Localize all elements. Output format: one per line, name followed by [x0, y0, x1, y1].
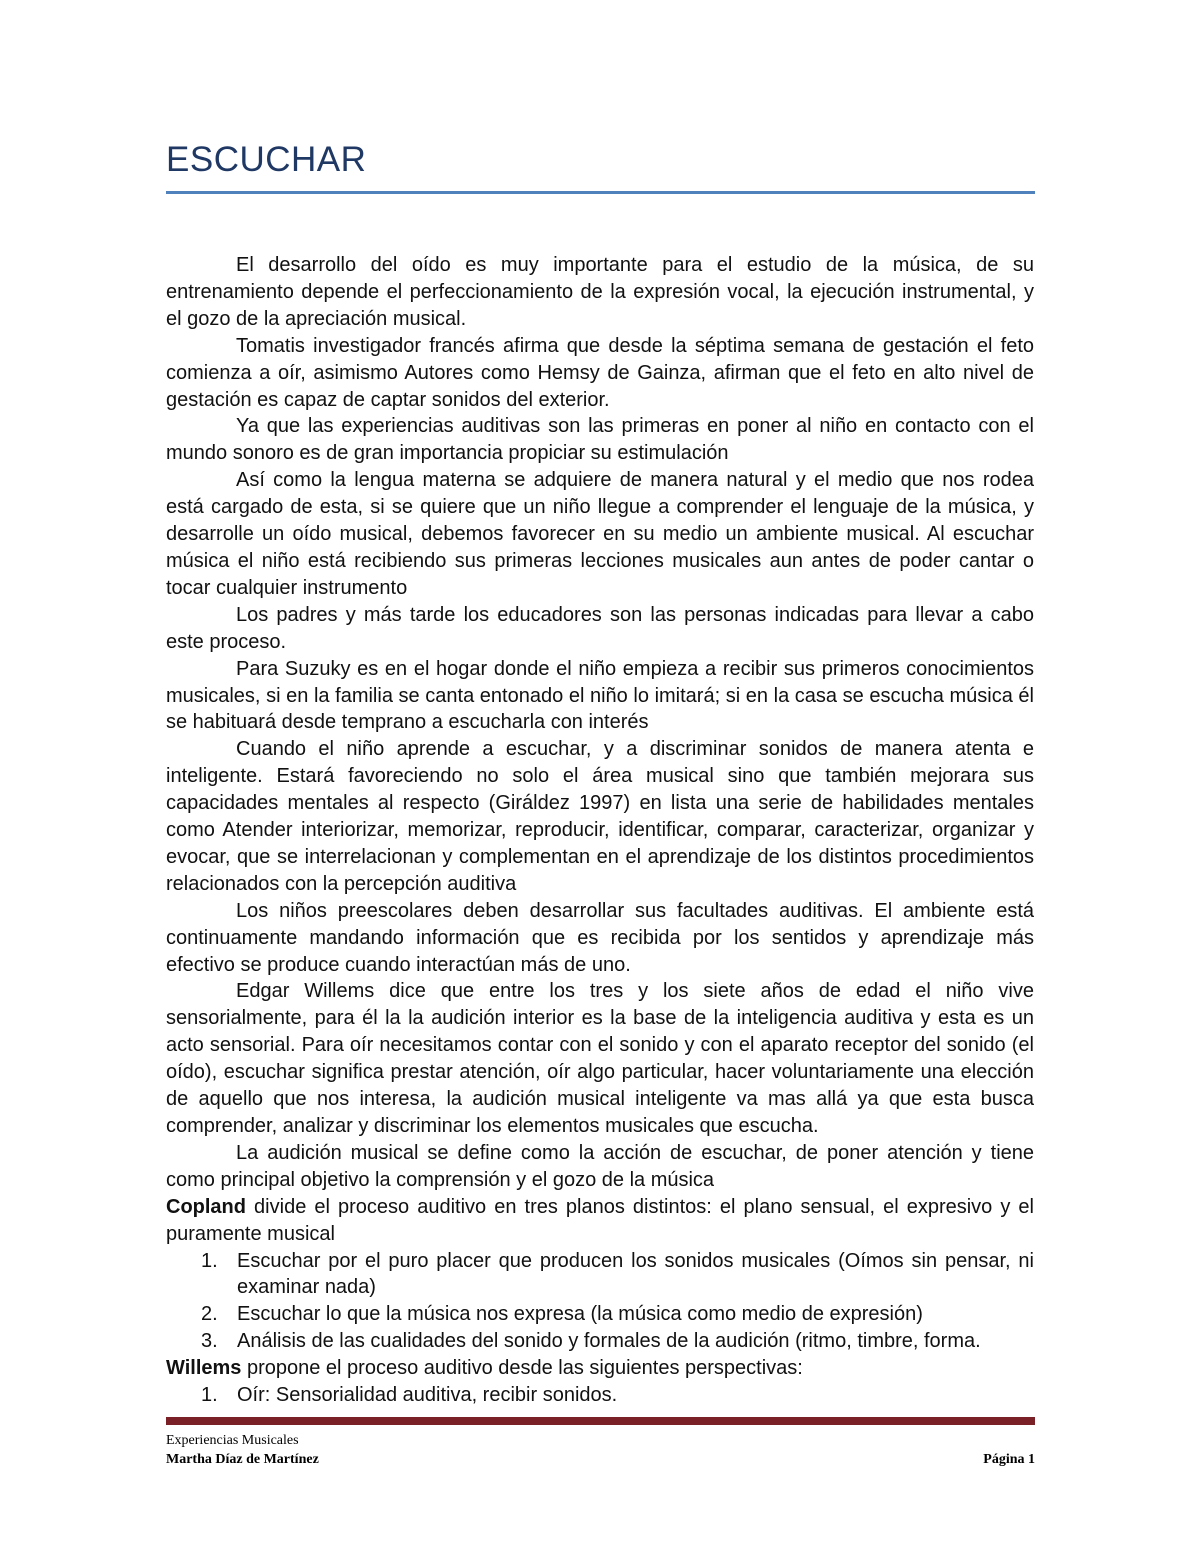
footer-book-title: Experiencias Musicales: [166, 1433, 299, 1448]
paragraph: Cuando el niño aprende a escuchar, y a discriminar sonidos de manera atenta e inteligente. Estará favoreciendo no solo el área musical sino que también mejorara sus capacidades mentales al respecto (Giráldez 1997) en lista una serie de habilidades mentales como Atender interiorizar, memorizar, reproducir, identificar, comparar, caracterizar, organizar y evocar, que se interrelacionan y complementan en el aprendizaje de los distintos procedimientos relacionados con la percepción auditiva: [166, 738, 1034, 895]
page-footer: [166, 1431, 1035, 1469]
willems-text: propone el proceso auditivo desde las siguientes perspectivas:: [241, 1357, 803, 1380]
paragraph: Tomatis investigador francés afirma que desde la séptima semana de gestación el feto comienza a oír, asimismo Autores como Hemsy de Gainza, afirman que el feto en alto nivel de gestación es capaz de captar sonidos del exterior.: [166, 334, 1034, 411]
list-text: Escuchar por el puro placer que producen los sonidos musicales (Oímos sin pensar, ni examinar nada): [237, 1249, 1034, 1299]
list-item: [166, 1248, 1034, 1302]
copland-name: Copland: [166, 1195, 246, 1218]
title-underline: [166, 191, 1035, 194]
paragraph: Los niños preescolares deben desarrollar sus facultades auditivas. El ambiente está continuamente mandando información que es recibida por los sentidos y aprendizaje más efectivo se produce cuando interactúan más de uno.: [166, 899, 1034, 976]
list-item: [166, 1301, 1034, 1328]
paragraph: Los padres y más tarde los educadores son las personas indicadas para llevar a cabo este proceso.: [166, 603, 1034, 653]
paragraph: Así como la lengua materna se adquiere de manera natural y el medio que nos rodea está cargado de esta, si se quiere que un niño llegue a comprender el lenguaje de la música, y desarrolle un oído musical, debemos favorecer en su medio un ambiente musical. Al escuchar música el niño está recibiendo sus primeras lecciones musicales aun antes de poder cantar o tocar cualquier instrumento: [166, 469, 1034, 599]
list-number: 1.: [201, 1249, 218, 1272]
willems-intro: [166, 1355, 1034, 1382]
list-text: Análisis de las cualidades del sonido y formales de la audición (ritmo, timbre, forma.: [237, 1330, 981, 1353]
list-number: 3.: [201, 1330, 218, 1353]
footer-page-number: Página 1: [983, 1452, 1035, 1467]
list-item: [166, 1382, 1034, 1409]
paragraph: El desarrollo del oído es muy importante para el estudio de la música, de su entrenamiento depende el perfeccionamiento de la expresión vocal, la ejecución instrumental, y el gozo de la apreciación musical.: [166, 254, 1034, 330]
copland-text: divide el proceso auditivo en tres planos distintos: el plano sensual, el expresivo y el puramente musical: [166, 1195, 1034, 1245]
paragraph: La audición musical se define como la acción de escuchar, de poner atención y tiene como principal objetivo la comprensión y el gozo de la música: [166, 1141, 1034, 1191]
copland-list: [166, 1248, 1034, 1356]
list-item: [166, 1328, 1034, 1355]
footer-divider: [166, 1417, 1035, 1425]
paragraph: Para Suzuky es en el hogar donde el niño empieza a recibir sus primeros conocimientos musicales, si en la familia se canta entonado el niño lo imitará; si en la casa se escucha música él se habituará desde temprano a escucharla con interés: [166, 657, 1034, 734]
willems-list: [166, 1382, 1034, 1409]
willems-name: Willems: [166, 1357, 242, 1380]
document-body: [166, 252, 1034, 1409]
list-text: Escuchar lo que la música nos expresa (la música como medio de expresión): [237, 1303, 923, 1326]
copland-intro: [166, 1194, 1034, 1248]
footer-author: Martha Díaz de Martínez: [166, 1452, 319, 1467]
paragraph: Edgar Willems dice que entre los tres y los siete años de edad el niño vive sensorialmente, para él la la audición interior es la base de la inteligencia auditiva y esta es un acto sensorial. Para oír necesitamos contar con el sonido y con el aparato receptor del sonido (el oído), escuchar significa prestar atención, oír algo particular, hacer voluntariamente una elección de aquello que nos interesa, la audición musical inteligente va mas allá ya que esta busca comprender, analizar y discriminar los elementos musicales que escucha.: [166, 980, 1034, 1137]
page-title: ESCUCHAR: [166, 140, 367, 179]
list-text: Oír: Sensorialidad auditiva, recibir sonidos.: [237, 1384, 618, 1407]
list-number: 2.: [201, 1303, 218, 1326]
list-number: 1.: [201, 1384, 218, 1407]
paragraph: Ya que las experiencias auditivas son las primeras en poner al niño en contacto con el mundo sonoro es de gran importancia propiciar su estimulación: [166, 415, 1034, 465]
